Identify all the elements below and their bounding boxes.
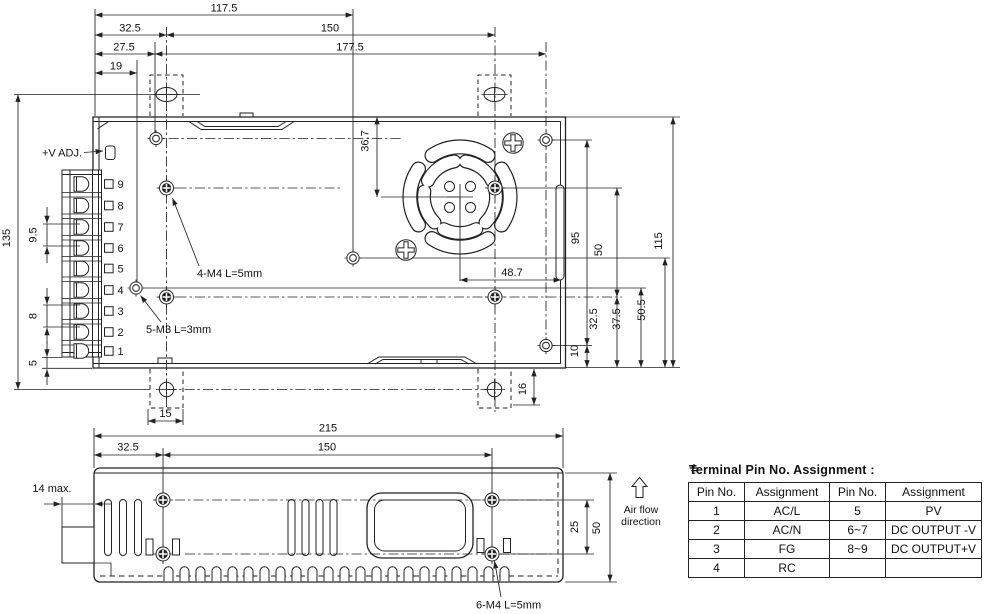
dim-label: 135 [1, 228, 13, 248]
table-header-row [689, 483, 982, 502]
dim-label: 50 [591, 521, 603, 535]
dim-label: 50 [593, 243, 605, 257]
m4-mounting-hole [482, 490, 502, 510]
m3-screw [128, 280, 145, 297]
dim-label: 36.7 [359, 130, 372, 152]
pin-number: 9 [117, 179, 124, 191]
pin-number: 2 [117, 327, 124, 339]
m4-mounting-hole [482, 544, 502, 564]
centerlines [150, 27, 622, 412]
pin-number: 6 [117, 243, 124, 255]
dim-label: 15 [159, 408, 172, 420]
m4-note-label: 4-M4 L=5mm [197, 268, 263, 280]
side-outline [94, 468, 563, 582]
side-extension-lines [62, 428, 617, 582]
airflow-label: Air flow [623, 504, 659, 516]
bracket-hole [482, 88, 508, 102]
dim-label: 16 [517, 382, 529, 396]
assignment-cell: AC/N [745, 521, 830, 540]
dim-label: 27.5 [113, 41, 135, 54]
col-header: Pin No. [830, 483, 886, 502]
m3-screw [538, 132, 555, 149]
top-vent-groove [189, 122, 294, 130]
m4-mounting-hole [157, 178, 177, 198]
terminal-block-side [62, 527, 94, 563]
airflow-indicator [621, 478, 661, 529]
dim-label: 32.5 [119, 22, 141, 35]
pin-cell: 6~7 [830, 521, 886, 540]
up-arrow-icon [632, 478, 647, 498]
airflow-label: direction [621, 516, 661, 528]
phillips-screw [396, 240, 416, 260]
m3-screw [538, 337, 555, 354]
terminal-block [62, 170, 113, 358]
assignment-cell [745, 540, 830, 559]
m4-mounting-hole [485, 287, 505, 307]
pin-cell: 2 [689, 521, 745, 540]
table-row [689, 521, 982, 540]
col-header: Assignment [886, 483, 982, 502]
m4-mounting-hole [153, 490, 173, 510]
dim-label: 10 [569, 344, 581, 358]
assignment-cell [886, 559, 982, 578]
pin-cell: 1 [689, 502, 745, 521]
table-row [689, 559, 982, 578]
m3-screw [345, 250, 362, 267]
m4-mounting-hole [157, 287, 177, 307]
dim-label: 32.5 [588, 308, 600, 330]
dim-label: 25 [569, 520, 581, 534]
dim-label: 177.5 [336, 41, 364, 54]
edge-tab [158, 358, 172, 364]
top-view [1, 3, 680, 426]
phillips-screw [503, 133, 523, 153]
dim-label: 19 [109, 60, 123, 73]
m4-mounting-hole [153, 544, 173, 564]
m3-screw [148, 130, 165, 147]
dim-label: 37.5 [611, 308, 623, 330]
pin-number: 7 [117, 222, 124, 234]
assignment-cell: AC/L [745, 502, 830, 521]
v-adj-label: +V ADJ. [41, 147, 82, 160]
side-vent-slot [556, 185, 564, 280]
dim-label: 5 [27, 359, 40, 367]
assignment-cell: RC [745, 559, 830, 578]
pin-assignment-table [688, 463, 986, 578]
dim-label: 150 [317, 441, 337, 454]
dim-label: 115 [653, 232, 665, 250]
pin-cell: 3 [689, 540, 745, 559]
bottom-arch-vents [164, 567, 509, 582]
pin-number: 8 [117, 200, 124, 213]
dim-label: 215 [318, 422, 338, 435]
bottom-vent-groove [367, 357, 477, 364]
assignment-cell: DC OUTPUT -V [886, 521, 982, 540]
assignment-cell: DC OUTPUT+V [886, 540, 982, 559]
m4-note-label: 6-M4 L=5mm [476, 599, 542, 612]
dim-label: 9.5 [27, 227, 40, 243]
side-view [32, 423, 617, 612]
pin-cell [830, 559, 886, 578]
pin-cell: 4 [689, 559, 745, 578]
side-centerlines [175, 500, 553, 554]
assignment-cell: PV [886, 502, 982, 521]
dim-label: 14 max. [32, 483, 72, 495]
pin-number: 1 [117, 346, 124, 358]
dim-label: 117.5 [210, 2, 238, 15]
dim-label: 95 [570, 231, 582, 245]
voltage-adjust-pot [106, 146, 116, 160]
pin-number: 4 [117, 285, 124, 297]
dim-label: 48.7 [501, 267, 523, 279]
pin-number: 3 [117, 306, 124, 318]
pin-cell: 5 [830, 502, 886, 521]
dim-label: 50.5 [636, 299, 648, 321]
side-window [367, 493, 473, 558]
table-row [689, 502, 982, 521]
fg-label: FG [778, 542, 796, 556]
dim-label: 8 [27, 312, 40, 320]
pin-number: 5 [117, 263, 124, 276]
dim-label: 32.5 [117, 441, 139, 454]
dimension-lines [18, 15, 673, 421]
pin-cell: 8~9 [830, 540, 886, 559]
dim-label: 150 [320, 22, 340, 35]
col-header: Assignment [745, 483, 830, 502]
table-row [689, 540, 982, 559]
m3-note-label: 5-M3 L=3mm [146, 324, 212, 336]
col-header: Pin No. [689, 483, 745, 502]
pin-table-title: Terminal Pin No. Assignment : [689, 463, 875, 477]
